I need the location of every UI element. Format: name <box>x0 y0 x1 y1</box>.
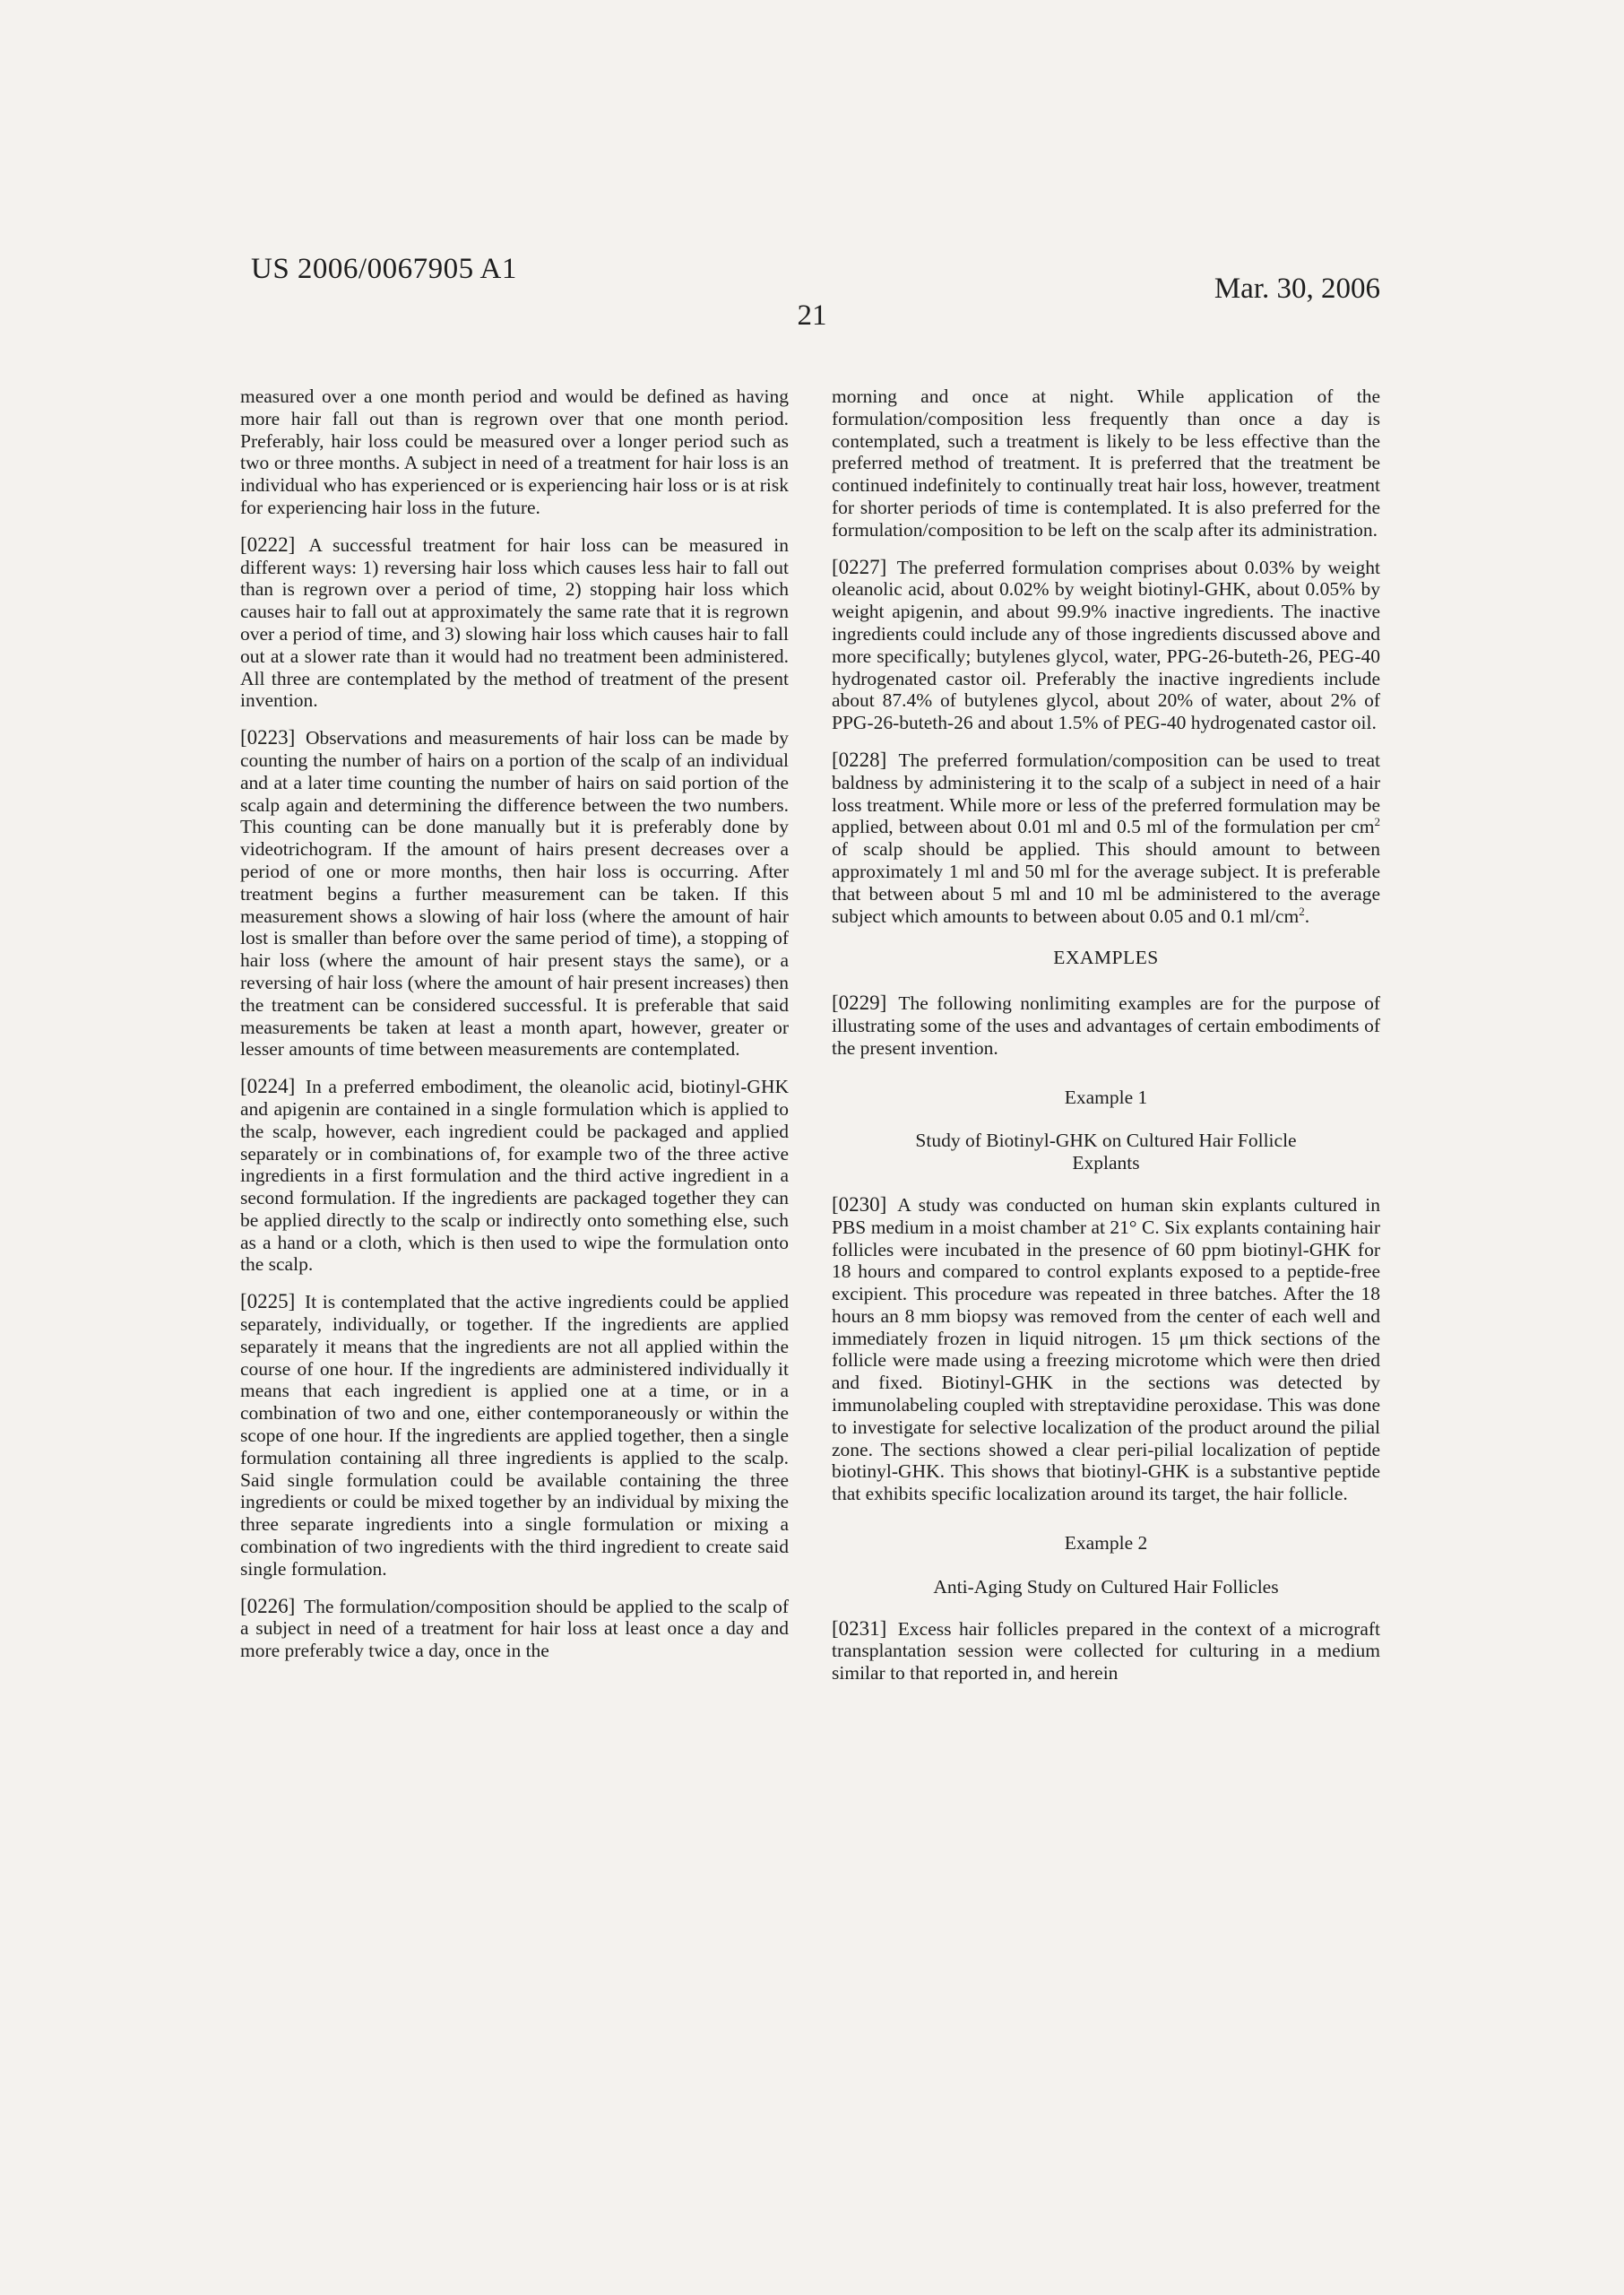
superscript: 2 <box>1374 815 1380 829</box>
paragraph-0228 <box>832 749 1380 927</box>
example-1-title-line: Explants <box>1072 1152 1140 1174</box>
paragraph-text: In a preferred embodiment, the oleanolic acid, biotinyl-GHK and apigenin are contained in a single formulation which is applied to the scalp, however, each ingredient could be packaged and applied separately or in combinations of, for example two of the three active ingredients in a first formulation and the third active ingredient in a second formulation. If the ingredients are packaged together they can be applied directly to the scalp or indirectly onto something else, such as a hand or a cloth, which is then used to wipe the formulation onto the scalp. <box>240 1076 789 1276</box>
examples-heading: EXAMPLES <box>1053 947 1159 969</box>
example-1-title-line: Study of Biotinyl-GHK on Cultured Hair Follicle <box>915 1130 1297 1152</box>
paragraph-text: Observations and measurements of hair loss can be made by counting the number of hairs on a portion of the scalp of an individual and at a later time counting the number of hairs on said portion of the scalp again and determining the difference between the two numbers. This counting can be done manually but it is preferably done by videotrichogram. If the amount of hairs present decreases over a period of one or more months, then hair loss is occurring. After treatment begins a further measurement can be taken. If this measurement shows a slowing of hair loss (where the amount of hair lost is smaller than before over the same period of time), a stopping of hair loss (where the amount of hair present stays the same), or a reversing of hair loss (where the amount of hair present increases) then the treatment can be considered successful. It is preferable that said measurements be taken at least a month apart, however, greater or lesser amounts of time between measurements are contemplated. <box>240 727 789 1061</box>
paragraph-text: of scalp should be applied. This should amount to between approximately 1 ml and 50 ml for the average subject. It is preferable that between about 5 ml and 10 ml be administered to the average subject which amounts to between about 0.05 and 0.1 ml/cm <box>832 838 1380 927</box>
paragraph-0224 <box>240 1076 789 1276</box>
paragraph-text: The preferred formulation comprises about 0.03% by weight oleanolic acid, about 0.02% by weight biotinyl-GHK, about 0.05% by weight apigenin, and about 99.9% inactive ingredients. The inactive ingredients could include any of those ingredients discussed above and more specifically; butylenes glycol, water, PPG-26-buteth-26, PEG-40 hydrogenated castor oil. Preferably the inactive ingredients include about 87.4% of butylenes glycol, about 20% of water, about 2% of PPG-26-buteth-26 and about 1.5% of PEG-40 hydrogenated castor oil. <box>832 556 1380 734</box>
paragraph-0226-continued <box>832 385 1380 541</box>
paragraph-text: The following nonlimiting examples are for the purpose of illustrating some of the uses and advantages of certain embodiments of the present invention. <box>832 992 1381 1059</box>
paragraph-text: morning and once at night. While application of the formulation/composition less frequently than once a day is contemplated, such a treatment is likely to be less effective than the preferred method of treatment. It is preferred that the treatment be continued indefinitely to continually treat hair loss, however, treatment for shorter periods of time is contemplated. It is also preferred for the formulation/composition to be left on the scalp after its administration. <box>832 385 1380 541</box>
paragraph-number: [0223] <box>240 726 296 749</box>
paragraph-0230 <box>832 1194 1380 1505</box>
paragraph-number: [0226] <box>240 1594 296 1617</box>
paragraph-text: The preferred formulation/composition can be used to treat baldness by administering it to the scalp of a subject in need of a hair loss treatment. While more or less of the preferred formulation may be applied, between about 0.01 ml and 0.5 ml of the formulation per cm <box>832 749 1380 838</box>
paragraph-number: [0228] <box>832 748 887 771</box>
patent-number: US 2006/0067905 A1 <box>251 253 517 285</box>
paragraph-0226 <box>240 1596 789 1662</box>
paragraph-number: [0229] <box>832 992 887 1015</box>
paragraph-text: The formulation/composition should be applied to the scalp of a subject in need of a treatment for hair loss at least once a day and more preferably twice a day, once in the <box>240 1595 789 1662</box>
paragraph-text: measured over a one month period and would be defined as having more hair fall out than is regrown over that one month period. Preferably, hair loss could be measured over a longer period such as two or three months. A subject in need of a treatment for hair loss is an individual who has experienced or is experiencing hair loss or is at risk for experiencing hair loss in the future. <box>240 385 789 518</box>
paragraph-text: . <box>1304 905 1310 927</box>
paragraph-number: [0227] <box>832 555 887 578</box>
paragraph-number: [0230] <box>832 1192 887 1216</box>
paragraph-number: [0222] <box>240 533 296 556</box>
paragraph-text: It is contemplated that the active ingredients could be applied separately, individually, or together. If the ingredients are applied separately it means that the ingredients are not all applied within the course of one hour. If the ingredients are administered individually it means that each ingredient is applied one at a time, or in a combination of two and one, either contemporaneously or within the scope of one hour. If the ingredients are applied together, then a single formulation containing all three ingredients is applied to the scalp. Said single formulation could be available containing the three ingredients or could be mixed together by an individual by mixing the three separate ingredients into a single formulation or mixing a combination of two ingredients with the third ingredient to create said single formulation. <box>240 1291 789 1580</box>
paragraph-number: [0224] <box>240 1075 296 1098</box>
example-2-title: Anti-Aging Study on Cultured Hair Follicles <box>933 1575 1279 1598</box>
paragraph-number: [0231] <box>832 1616 887 1640</box>
publication-date: Mar. 30, 2006 <box>1214 273 1380 305</box>
paragraph-text: A study was conducted on human skin explants cultured in PBS medium in a moist chamber at 21° C. Six explants containing hair follicles were incubated in the presence of 60 ppm biotinyl-GHK for 18 hours and compared to control explants exposed to a peptide-free excipient. This procedure was repeated in three batches. After the 18 hours an 8 mm biopsy was removed from the center of each well and immediately frozen in liquid nitrogen. 15 μm thick sections of the follicle were made using a freezing microtome which were then dried and fixed. Biotinyl-GHK in the sections was detected by immunolabeling coupled with streptavidine peroxidase. This was done to investigate for selective localization of the product around the pilial zone. The sections showed a clear peri-pilial localization of peptide biotinyl-GHK. This shows that biotinyl-GHK is a substantive peptide that exhibits specific localization around its target, the hair follicle. <box>832 1193 1380 1505</box>
paragraph-number: [0225] <box>240 1290 296 1313</box>
example-1-label: Example 1 <box>1064 1086 1148 1108</box>
paragraph-0229 <box>832 992 1380 1059</box>
page-number: 21 <box>797 299 827 332</box>
paragraph-text: A successful treatment for hair loss can be measured in different ways: 1) reversing hair loss which causes less hair to fall out than is regrown over a period of time, 2) stopping hair loss which causes hair to fall out at approximately the same rate that it is regrown over a period of time, and 3) slowing hair loss which causes hair to fall out at a slower rate than it would had no treatment been administered. All three are contemplated by the method of treatment of the present invention. <box>240 533 789 712</box>
example-1-title <box>832 1130 1380 1174</box>
left-column <box>240 385 789 1677</box>
paragraph-0223 <box>240 727 789 1061</box>
paragraph-0227 <box>832 557 1380 734</box>
paragraph-0231 <box>832 1618 1380 1684</box>
superscript: 2 <box>1299 904 1305 918</box>
paragraph-0225 <box>240 1291 789 1580</box>
paragraph-0222 <box>240 534 789 712</box>
example-2-label: Example 2 <box>1064 1532 1148 1555</box>
paragraph-text: Excess hair follicles prepared in the context of a micrograft transplantation session were collected for culturing in a medium similar to that reported in, and herein <box>832 1617 1380 1684</box>
paragraph-continued <box>240 385 789 519</box>
right-column <box>832 385 1380 1700</box>
